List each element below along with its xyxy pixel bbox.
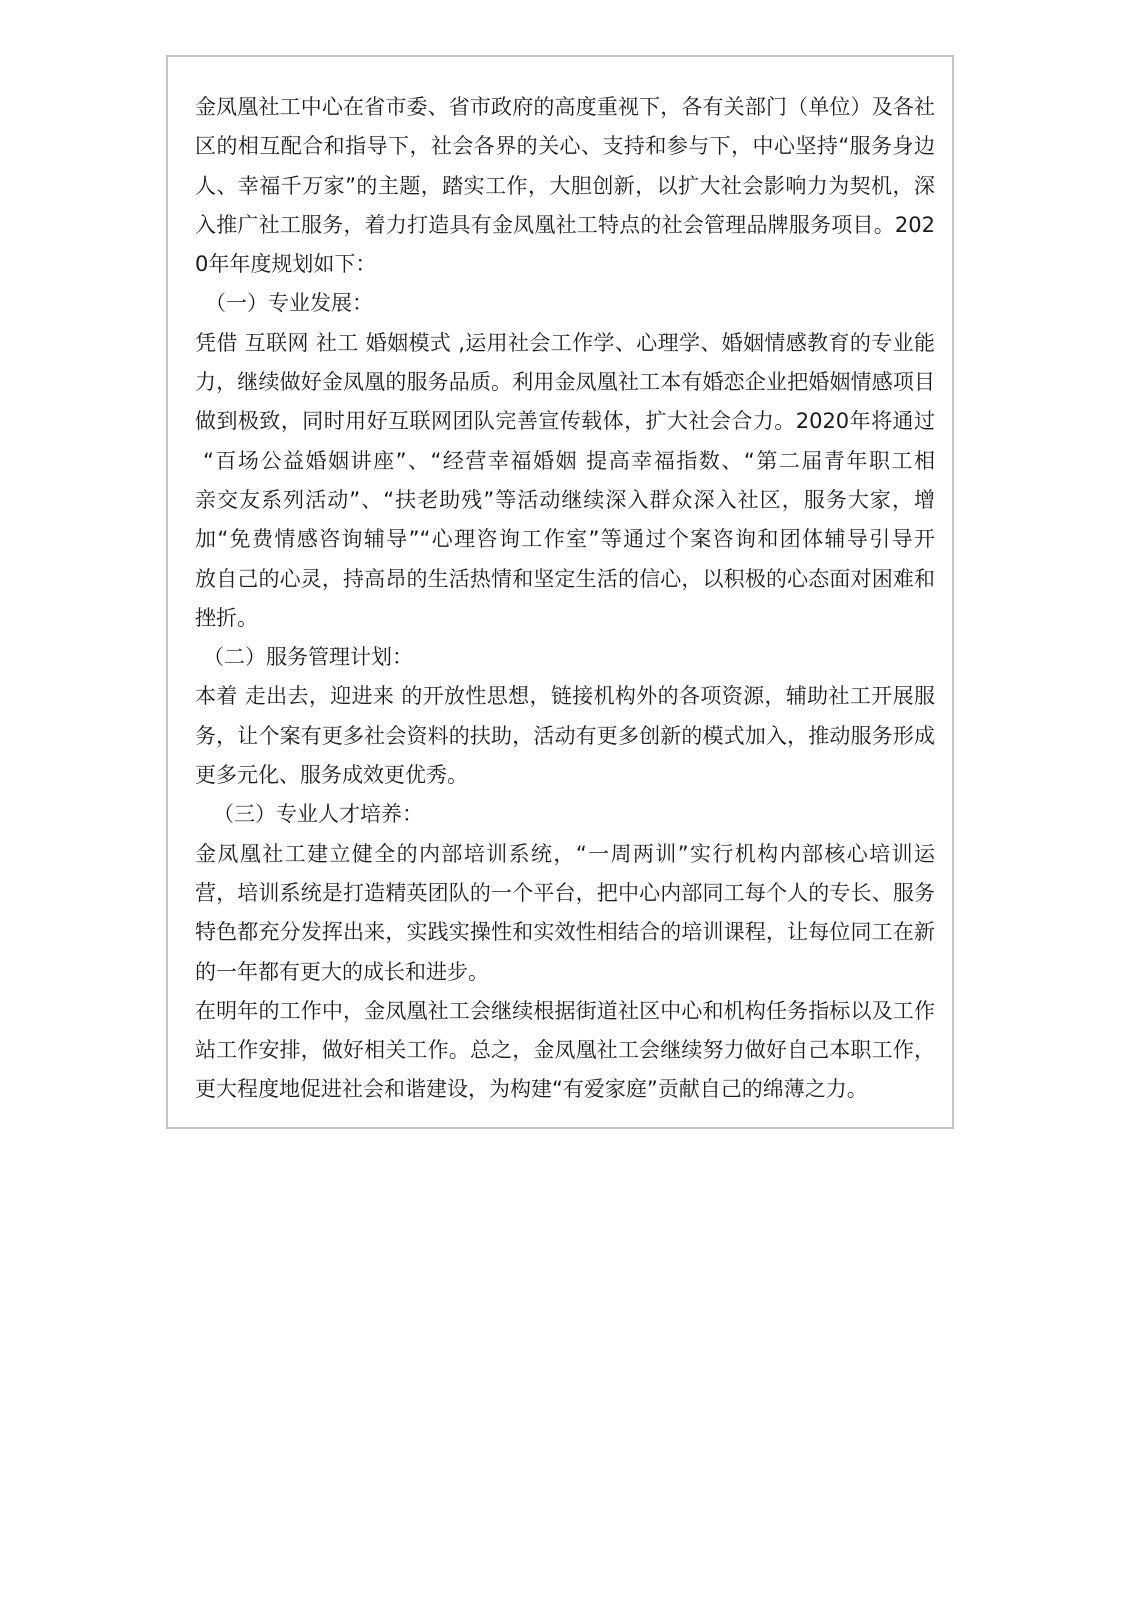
paragraph-line: 的一年都有更大的成长和进步。 <box>195 959 489 984</box>
paragraph-line: 区的相互配合和指导下，社会各界的关心、支持和参与下，中心坚持“服务身边 <box>195 134 935 159</box>
paragraph-line: 在明年的工作中，金凤凰社工会继续根据街道社区中心和机构任务指标以及工作 <box>195 998 935 1023</box>
paragraph-line: 做到极致，同时用好互联网团队完善宣传载体，扩大社会合力。2020年将通过 <box>195 409 935 434</box>
section-heading: （一）专业发展： <box>205 291 373 316</box>
paragraph-line: 金凤凰社工建立健全的内部培训系统，“一周两训”实行机构内部核心培训运 <box>195 841 935 866</box>
paragraph-line: 更多元化、服务成效更优秀。 <box>195 763 468 788</box>
paragraph-line: 站工作安排，做好相关工作。总之，金凤凰社工会继续努力做好自己本职工作， <box>195 1038 935 1063</box>
paragraph-line: 挫折。 <box>195 605 258 630</box>
paragraph-line: 营，培训系统是打造精英团队的一个平台，把中心内部同工每个人的专长、服务 <box>195 880 935 905</box>
paragraph-line: 本着 走出去，迎进来 的开放性思想，链接机构外的各项资源，辅助社工开展服 <box>195 684 935 709</box>
section-heading: （三）专业人才培养： <box>213 802 423 827</box>
paragraph-line: 入推广社工服务，着力打造具有金凤凰社工特点的社会管理品牌服务项目。202 <box>195 212 935 237</box>
paragraph-line: 力，继续做好金凤凰的服务品质。利用金凤凰社工本有婚恋企业把婚姻情感项目 <box>195 370 935 395</box>
paragraph-line: 0年年度规划如下： <box>195 252 377 277</box>
paragraph-line: 务，让个案有更多社会资料的扶助，活动有更多创新的模式加入，推动服务形成 <box>195 723 935 748</box>
paragraph-line: 人、幸福千万家”的主题，踏实工作，大胆创新，以扩大社会影响力为契机，深 <box>195 173 935 198</box>
paragraph-line: 更大程度地促进社会和谐建设，为构建“有爱家庭”贡献自己的绵薄之力。 <box>195 1077 868 1102</box>
paragraph-line: “百场公益婚姻讲座”、“经营幸福婚姻 提高幸福指数、“第二届青年职工相 <box>203 448 935 473</box>
paragraph-line: 特色都充分发挥出来，实践实操性和实效性相结合的培训课程，让每位同工在新 <box>195 920 935 945</box>
document-body <box>195 88 935 1110</box>
paragraph-line: 金凤凰社工中心在省市委、省市政府的高度重视下，各有关部门（单位）及各社 <box>195 95 935 119</box>
paragraph-line: 放自己的心灵，持高昂的生活热情和坚定生活的信心，以积极的心态面对困难和 <box>195 566 935 591</box>
section-heading: （二）服务管理计划： <box>203 645 413 670</box>
paragraph-line: 凭借 互联网 社工 婚姻模式 ,运用社会工作学、心理学、婚姻情感教育的专业能 <box>195 330 935 355</box>
paragraph-line: 加“免费情感咨询辅导”“心理咨询工作室”等通过个案咨询和团体辅导引导开 <box>195 527 935 552</box>
paragraph-line: 亲交友系列活动”、“扶老助残”等活动继续深入群众深入社区，服务大家，增 <box>195 487 935 512</box>
